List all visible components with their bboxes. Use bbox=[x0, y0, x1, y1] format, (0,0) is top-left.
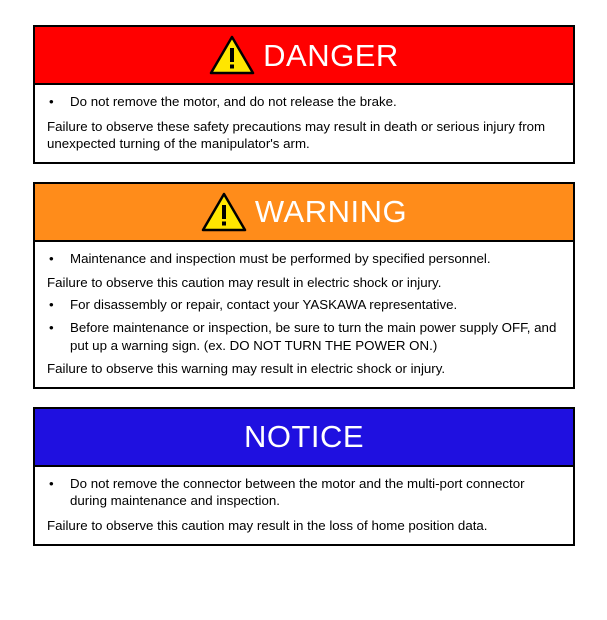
list-item-text: Do not remove the motor, and do not release the brake. bbox=[70, 94, 397, 109]
notice-banner bbox=[35, 409, 573, 467]
notice-panel bbox=[33, 407, 575, 546]
danger-body bbox=[35, 85, 573, 162]
danger-label: DANGER bbox=[263, 37, 399, 73]
warning-banner bbox=[35, 184, 573, 242]
danger-panel bbox=[33, 25, 575, 164]
warning-paragraph-2: Failure to observe this warning may result in electric shock or injury. bbox=[47, 361, 446, 377]
warning-label: WARNING bbox=[254, 194, 408, 230]
danger-paragraph: Failure to observe these safety precautions may result in death or serious injury from unexpected turning of the manipulator's arm. bbox=[47, 118, 546, 152]
warning-triangle-icon bbox=[209, 35, 255, 75]
list-item bbox=[44, 93, 564, 111]
bullet-mark: • bbox=[49, 475, 54, 491]
warning-panel bbox=[33, 182, 575, 389]
list-item bbox=[44, 250, 564, 268]
bullet-mark: • bbox=[49, 320, 54, 336]
list-item-text: Do not remove the connector between the motor and the multi-port connector during maintenance and inspection. bbox=[70, 475, 525, 509]
list-item bbox=[44, 319, 564, 354]
warning-paragraph-1: Failure to observe this caution may result in electric shock or injury. bbox=[47, 275, 442, 291]
list-item bbox=[44, 296, 564, 314]
bullet-mark: • bbox=[49, 296, 54, 312]
list-item-text: Maintenance and inspection must be performed by specified personnel. bbox=[70, 250, 491, 266]
bullet-mark: • bbox=[49, 250, 54, 266]
notice-paragraph: Failure to observe this caution may result in the loss of home position data. bbox=[47, 518, 488, 534]
warning-triangle-icon bbox=[201, 192, 247, 232]
notice-label: NOTICE bbox=[243, 419, 365, 455]
list-item-text: For disassembly or repair, contact your YASKAWA representative. bbox=[70, 296, 458, 312]
list-item-text: Before maintenance or inspection, be sure to turn the main power supply OFF, and put up a warning sign. (ex. DO NOT TURN THE POWER ON.) bbox=[70, 320, 557, 353]
warning-body bbox=[35, 242, 573, 387]
danger-banner bbox=[35, 27, 573, 85]
bullet-mark: • bbox=[49, 94, 54, 109]
notice-body bbox=[35, 467, 573, 544]
list-item bbox=[44, 475, 564, 510]
